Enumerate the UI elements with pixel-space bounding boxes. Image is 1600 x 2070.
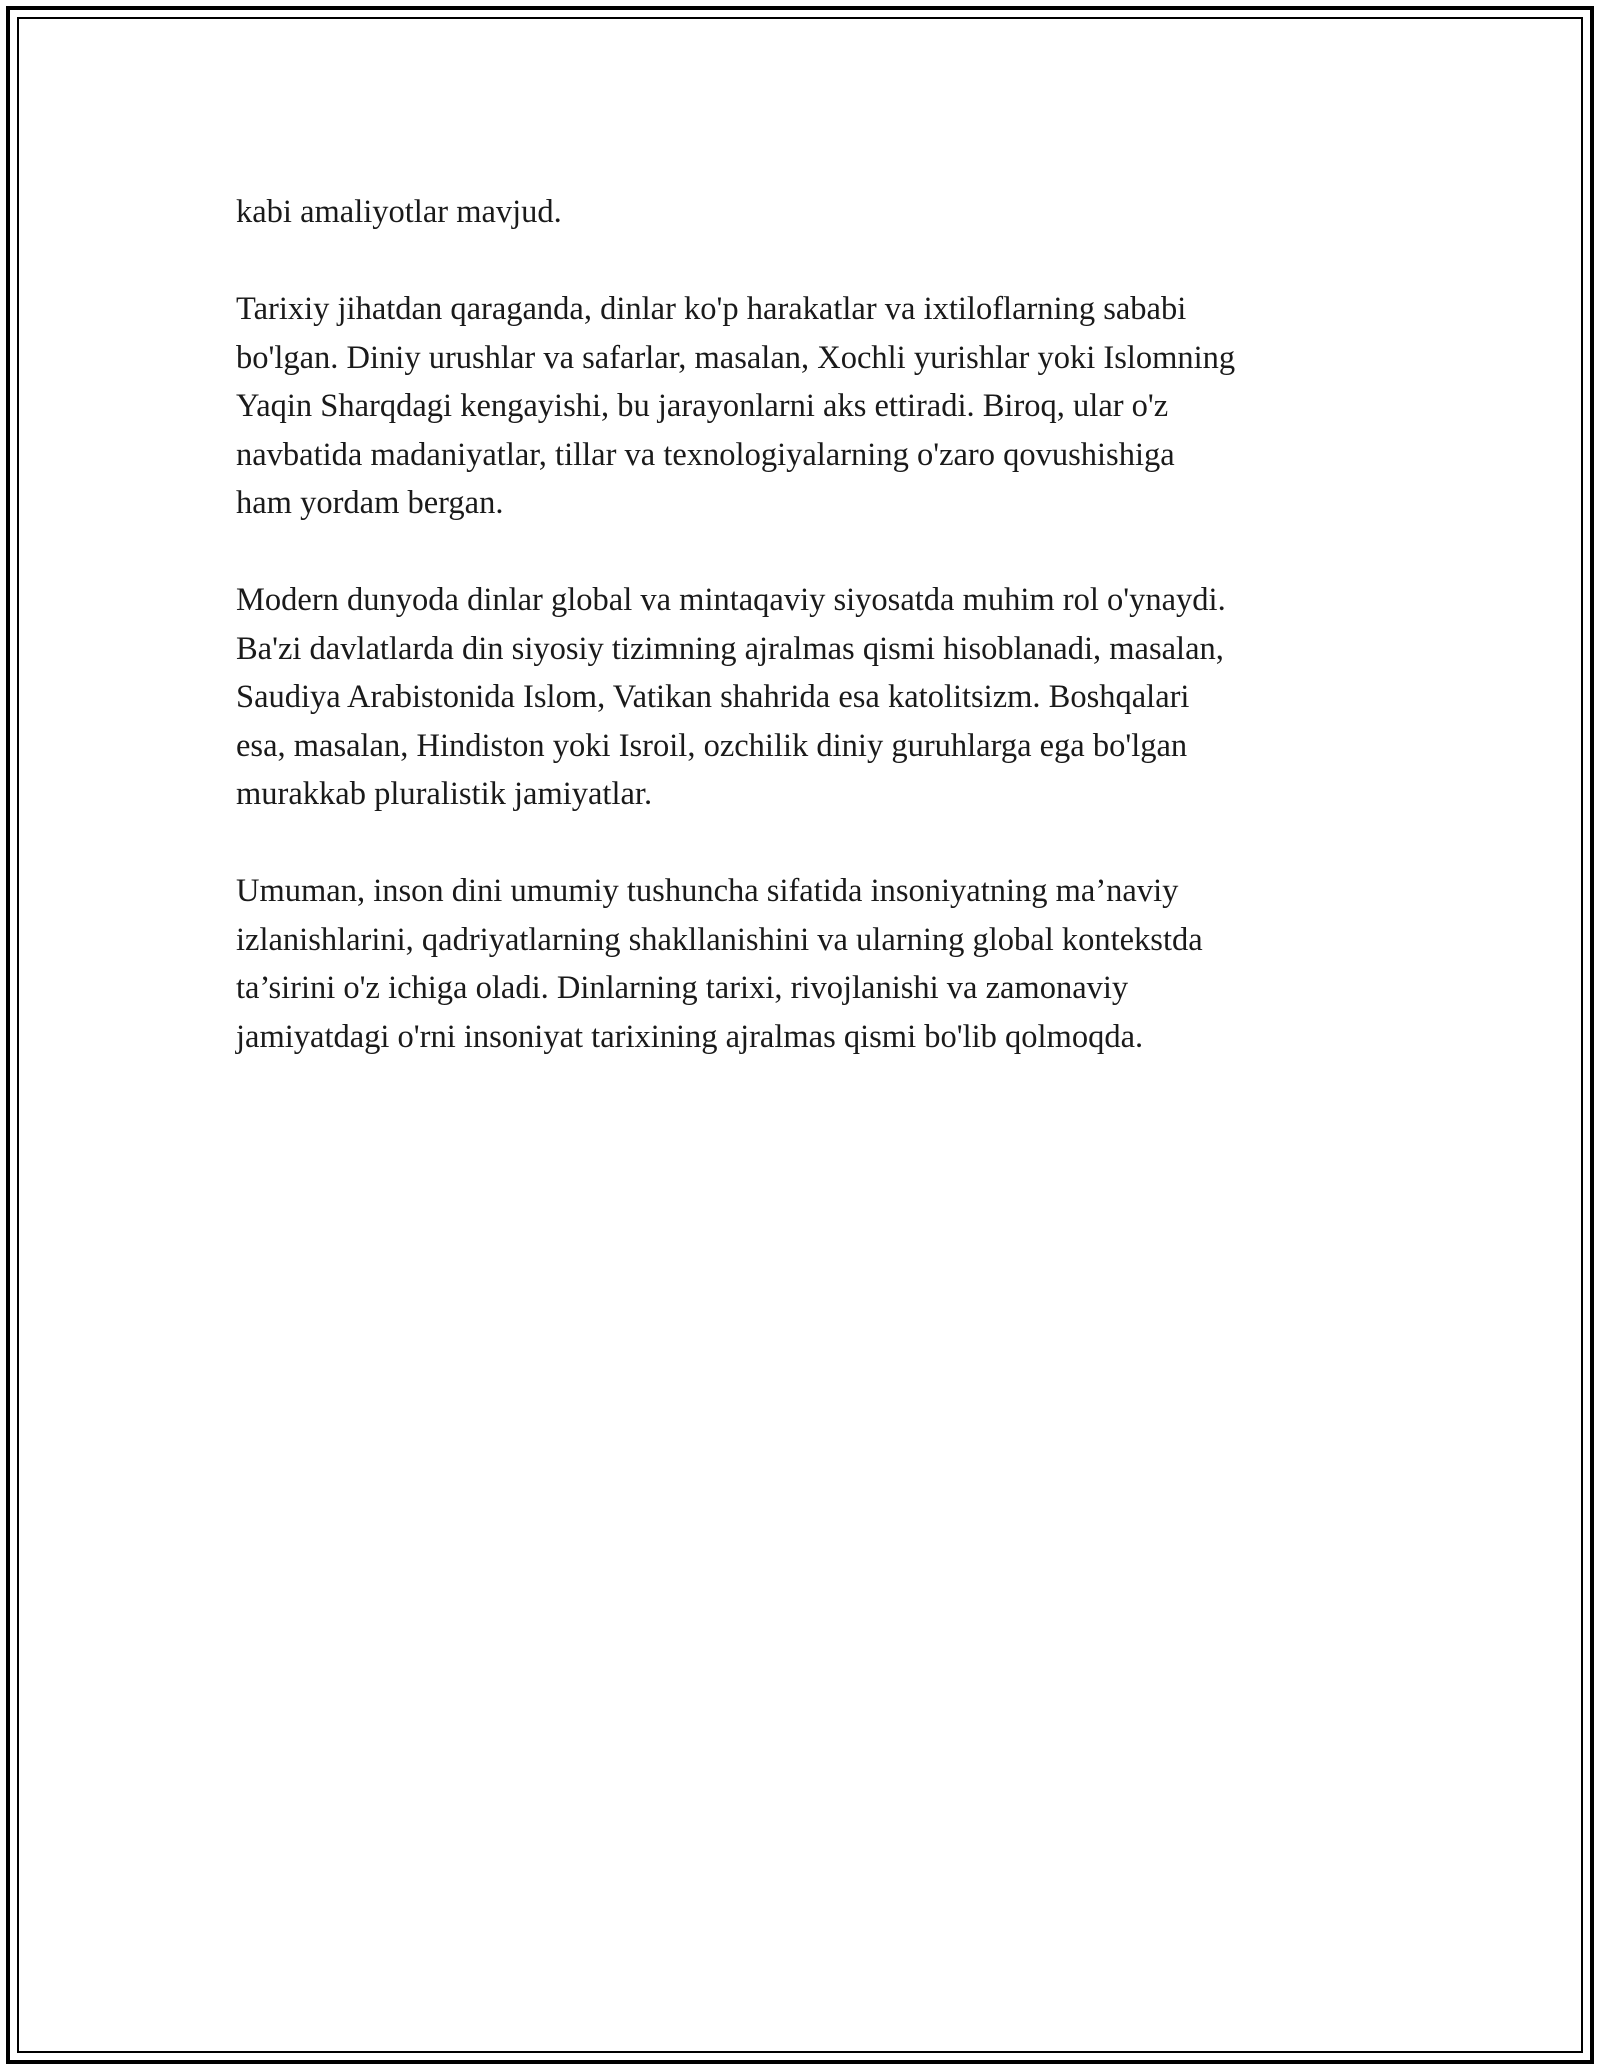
text-line: murakkab pluralistik jamiyatlar. (236, 776, 653, 812)
text-line: ta’sirini o'z ichiga oladi. Dinlarning tarixi, rivojlanishi va zamonaviy (236, 970, 1129, 1006)
text-line: esa, masalan, Hindiston yoki Isroil, ozchilik diniy guruhlarga ega bo'lgan (236, 727, 1188, 764)
paragraph (236, 576, 1376, 819)
paragraph-spacer (236, 528, 1376, 577)
text-line: Modern dunyoda dinlar global va mintaqaviy siyosatda muhim rol o'ynaydi. (236, 582, 1226, 618)
paragraph-spacer (236, 237, 1376, 286)
paragraph-spacer (236, 819, 1376, 868)
text-line: jamiyatdagi o'rni insoniyat tarixining ajralmas qismi bo'lib qolmoqda. (236, 1018, 1144, 1055)
paragraph (236, 867, 1376, 1061)
text-line: bo'lgan. Diniy urushlar va safarlar, masalan, Xochli yurishlar yoki Islomning (236, 339, 1236, 376)
text-line: navbatida madaniyatlar, tillar va texnologiyalarning o'zaro qovushishiga (236, 436, 1175, 473)
document-body (236, 188, 1376, 1061)
text-line: Umuman, inson dini umumiy tushuncha sifatida insoniyatning ma’naviy (236, 873, 1179, 909)
text-line: Tarixiy jihatdan qaraganda, dinlar ko'p harakatlar va ixtiloflarning sababi (236, 291, 1187, 327)
paragraph (236, 188, 1376, 237)
text-line: Saudiya Arabistonida Islom, Vatikan shahrida esa katolitsizm. Boshqalari (236, 679, 1190, 715)
text-line: ham yordam bergan. (236, 485, 504, 521)
text-line: Ba'zi davlatlarda din siyosiy tizimning ajralmas qismi hisoblanadi, masalan, (236, 630, 1224, 667)
paragraph (236, 285, 1376, 528)
text-line: Yaqin Sharqdagi kengayishi, bu jarayonlarni aks ettiradi. Biroq, ular o'z (236, 388, 1169, 424)
text-line: izlanishlarini, qadriyatlarning shakllanishini va ularning global kontekstda (236, 921, 1203, 958)
text-line: kabi amaliyotlar mavjud. (236, 194, 562, 230)
